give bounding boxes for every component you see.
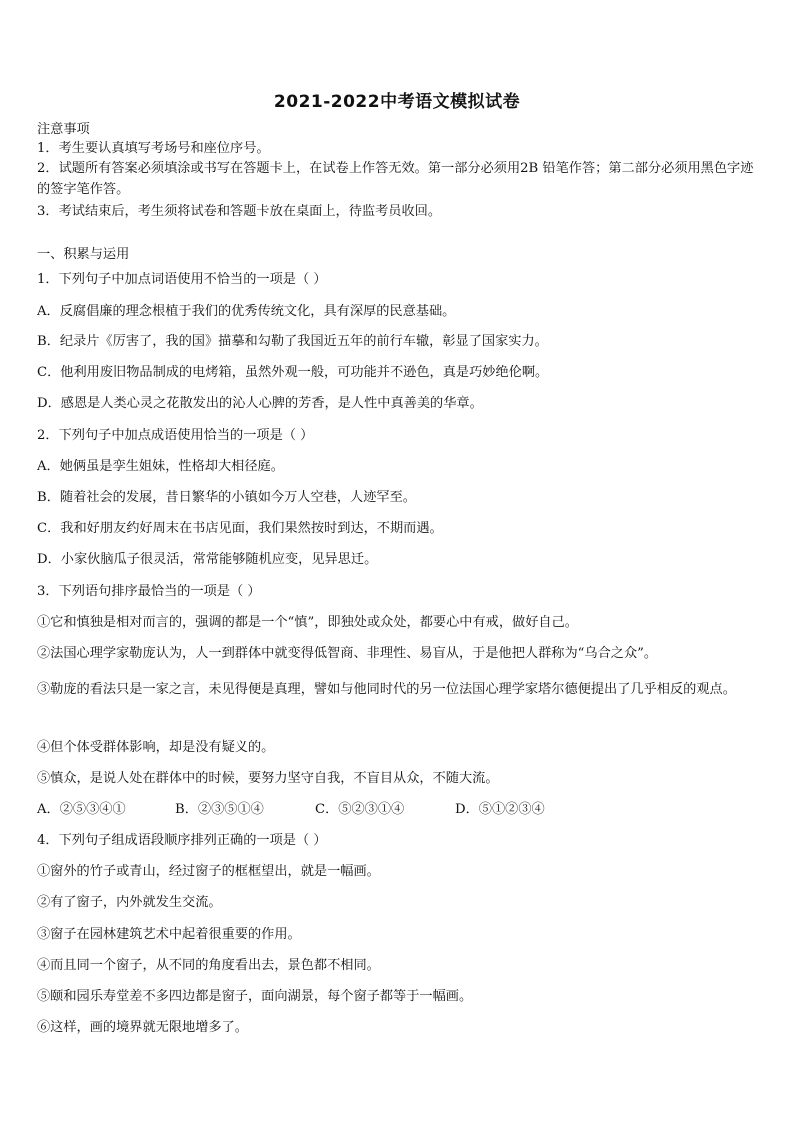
- q4-stem: 4．下列句子组成语段顺序排列正确的一项是（ ）: [37, 833, 327, 848]
- q3-option-b: B．②③⑤①④: [175, 802, 264, 817]
- page-title: 2021-2022中考语文模拟试卷: [273, 92, 521, 112]
- q3-option-d: D．⑤①②③④: [455, 802, 545, 817]
- notice-heading: 注意事项: [37, 122, 90, 137]
- q2-stem: 2．下列句子中加点成语使用恰当的一项是（ ）: [37, 428, 314, 443]
- q3-item-4: ④但个体受群体影响，却是没有疑义的。: [37, 740, 275, 755]
- q4-item-6: ⑥这样，画的境界就无限地增多了。: [37, 1020, 248, 1035]
- notice-item-2: 2．试题所有答案必须填涂或书写在答题卡上，在试卷上作答无效。第一部分必须用2B 铅笔作答；第二部分必须用黑色字迹的签字笔作答。: [37, 161, 754, 197]
- q3-stem: 3．下列语句排序最恰当的一项是（ ）: [37, 584, 261, 599]
- q3-options: [37, 801, 757, 819]
- q4-item-5: ⑤颐和园乐寿堂差不多四边都是窗子，面向湖景，每个窗子都等于一幅画。: [37, 989, 473, 1004]
- q4-item-4: ④而且同一个窗子，从不同的角度看出去，景色都不相同。: [37, 958, 380, 973]
- q1-option-d: D．感恩是人类心灵之花散发出的沁人心脾的芳香，是人性中真善美的华章。: [37, 396, 483, 411]
- q3-option-c: C．⑤②③①④: [315, 802, 405, 817]
- q1-option-a: A．反腐倡廉的理念根植于我们的优秀传统文化，具有深厚的民意基础。: [37, 304, 456, 319]
- q2-option-d: D．小家伙脑瓜子很灵活，常常能够随机应变，见异思迁。: [37, 552, 378, 567]
- q4-item-3: ③窗子在园林建筑艺术中起着很重要的作用。: [37, 927, 301, 942]
- q2-option-c: C．我和好朋友约好周末在书店见面，我们果然按时到达，不期而遇。: [37, 521, 443, 536]
- q2-option-a: A．她俩虽是孪生姐妹，性格却大相径庭。: [37, 459, 284, 474]
- q3-option-a: A．②⑤③④①: [37, 802, 126, 817]
- section-heading: 一、积累与运用: [37, 247, 130, 262]
- q4-item-2: ②有了窗子，内外就发生交流。: [37, 895, 222, 910]
- q3-item-2: ②法国心理学家勒庞认为，人一到群体中就变得低智商、非理性、易盲从，于是他把人群称为“乌合之众”。: [37, 646, 658, 661]
- q3-item-3: ③勒庞的看法只是一家之言，未见得便是真理，譬如与他同时代的另一位法国心理学家塔尔德便提出了几乎相反的观点。: [37, 682, 736, 697]
- q3-item-5: ⑤慎众，是说人处在群体中的时候，要努力坚守自我，不盲目从众，不随大流。: [37, 771, 499, 786]
- q2-option-b: B．随着社会的发展，昔日繁华的小镇如今万人空巷，人迹罕至。: [37, 490, 416, 505]
- q1-option-b: B．纪录片《厉害了，我的国》描摹和勾勒了我国近五年的前行车辙，彰显了国家实力。: [37, 334, 548, 349]
- q1-stem: 1．下列句子中加点词语使用不恰当的一项是（ ）: [37, 272, 327, 287]
- notice-item-1: 1．考生要认真填写考场号和座位序号。: [37, 141, 270, 156]
- q1-option-c: C．他利用废旧物品制成的电烤箱，虽然外观一般，可功能并不逊色，真是巧妙绝伦啊。: [37, 365, 549, 380]
- q4-item-1: ①窗外的竹子或青山，经过窗子的框框望出，就是一幅画。: [37, 864, 380, 879]
- q3-item-1: ①它和慎独是相对而言的，强调的都是一个“慎”，即独处或众处，都要心中有戒，做好自己。: [37, 615, 578, 630]
- notice-item-3: 3．考试结束后，考生须将试卷和答题卡放在桌面上，待监考员收回。: [37, 204, 442, 219]
